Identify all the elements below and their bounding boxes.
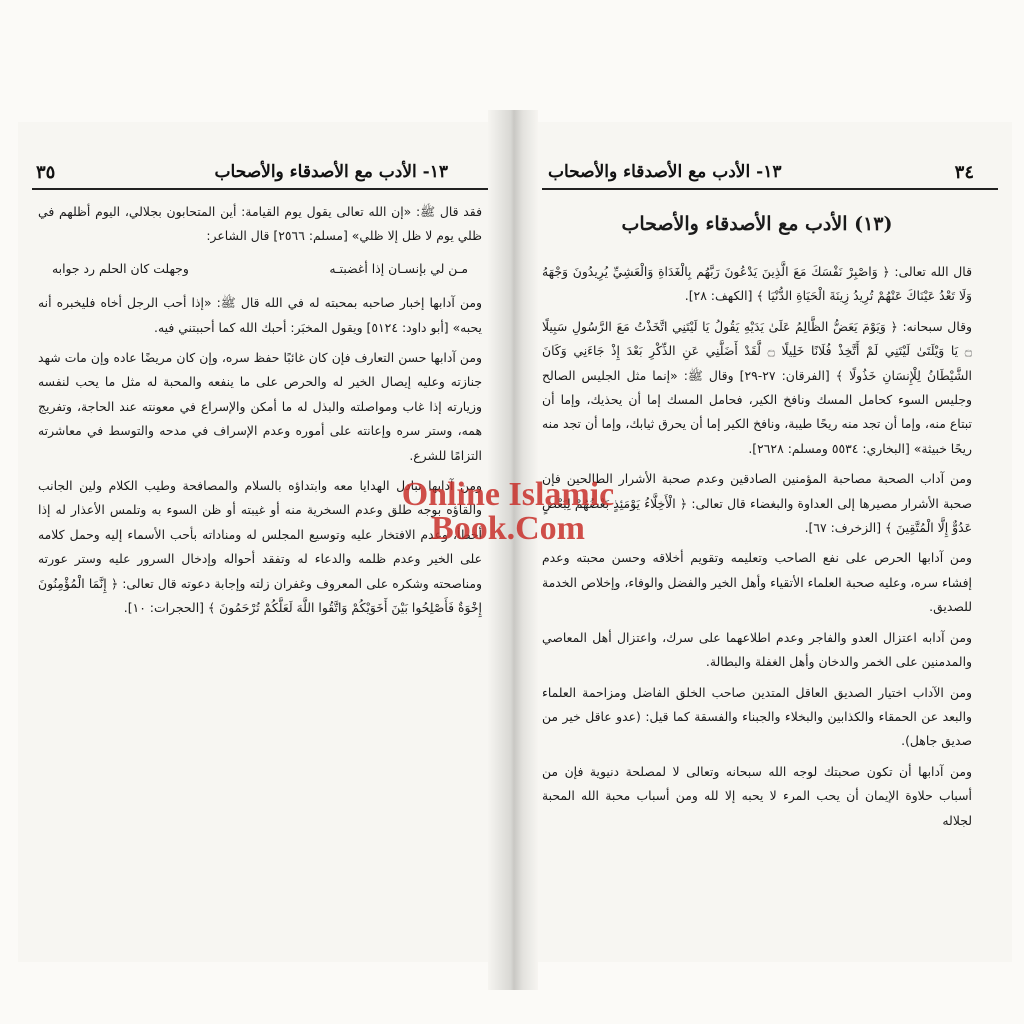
left-page-body xyxy=(38,200,482,627)
page-number: ٣٥ xyxy=(36,162,56,183)
header-rule xyxy=(32,188,494,190)
right-page-header xyxy=(528,162,1012,186)
running-title: ١٣- الأدب مع الأصدقاء والأصحاب xyxy=(548,162,782,182)
book-gutter xyxy=(488,110,538,990)
header-rule xyxy=(542,188,998,190)
paragraph: ومن الآداب اختيار الصديق العاقل المتدين صاحب الخلق الفاضل ومزاحمة العلماء والبعد عن الحمقاء والكذابين والبخلاء والجبناء والفسقة كما قيل: (عدو عاقل خير من صديق جاهل). xyxy=(542,684,972,749)
paragraph: فقد قال ﷺ: «إن الله تعالى يقول يوم القيامة: أين المتحابون بجلالي، اليوم أظلهم في ظلي يوم لا ظل إلا ظلي» [مسلم: ٢٥٦٦] قال الشاعر: xyxy=(38,204,482,244)
paragraph: ومن آداب الصحبة مصاحبة المؤمنين الصادقين وعدم صحبة الأشرار الطالحين فإن صحبة الأشرار مصيرها إلى العداوة والبغضاء قال تعالى: ﴿ الْأَخِلَّاءُ يَوْمَئِذٍ بَعْضُهُمْ لِبَعْضٍ عَدُوٌّ إِلَّا الْمُتَّقِينَ ﴾ [الزخرف: ٦٧]. xyxy=(542,471,972,536)
poem-second-hemistich: وجهلت كان الحلم رد جوابه xyxy=(52,260,189,276)
paragraph: ومن آدابها حسن التعارف فإن كان غائبًا حفظ سره، وإن كان مريضًا عاده وإن مات شهد جنازته وعليه إيصال الخير له والحرص على ما ينفعه والمحبة له مثل ما يحب لنفسه وزيارته إذا غاب ومواصلته والبذل له ما أمكن والإسراع في معونته عند الحاجة، وتفريج همه، وستر سره وإعانته على أموره وعدم الإسراف في مدحه والتوسط في معاشرته التزامًا للشرع. xyxy=(38,350,482,463)
paragraph: ومن آدابها إخبار صاحبه بمحبته له في الله قال ﷺ: «إذا أحب الرجل أخاه فليخبره أنه يحبه» [أبو داود: ٥١٢٤] ويقول المخبَر: أحبك الله كما أحببتني فيه. xyxy=(38,295,482,335)
paragraph: ومن آدابها الحرص على نفع الصاحب وتعليمه وتقويم أخلاقه وحسن محبته وعدم إفشاء سره، وعليه صحبة العلماء الأتقياء وأهل الخير والفضل والوفاء، وإخلاص الخدمة للصديق. xyxy=(542,550,972,615)
paragraph: ومن آدابه اعتزال العدو والفاجر وعدم اطلاعهما على سرك، واعتزال أهل المعاصي والمدمنين على الخمر والدخان وأهل الغفلة والبطالة. xyxy=(542,629,972,670)
watermark-line: Online Islamic xyxy=(401,476,615,513)
page-number: ٣٤ xyxy=(954,162,974,183)
watermark-line: Book.Com xyxy=(431,510,585,547)
paragraph: وقال سبحانه: ﴿ وَيَوْمَ يَعَضُّ الظَّالِمُ عَلَىٰ يَدَيْهِ يَقُولُ يَا لَيْتَنِي اتَّخَذْتُ مَعَ الرَّسُولِ سَبِيلًا ۝ يَا وَيْلَتَىٰ لَيْتَنِي لَمْ أَتَّخِذْ فُلَانًا خَلِيلًا ۝ لَّقَدْ أَضَلَّنِي عَنِ الذِّكْرِ بَعْدَ إِذْ جَاءَنِي وَكَانَ الشَّيْطَانُ لِلْإِنسَانِ خَذُولًا ﴾ [الفرقان: ٢٧-٢٩] وقال ﷺ: «إنما مثل الجليس الصالح وجليس السوء كحامل المسك ونافخ الكير، فحامل المسك إما أن يحذيك، وإما أن تبتاع منه، وإما أن تجد منه ريحًا طيبة، ونافخ الكير إما أن يحرق ثيابك، وإما أن تجد منه ريحًا خبيثة» [البخاري: ٥٥٣٤ ومسلم: ٢٦٢٨]. xyxy=(542,318,972,456)
chapter-title: (١٣) الأدب مع الأصدقاء والأصحاب xyxy=(621,213,893,235)
poem-verse xyxy=(38,257,482,281)
running-title: ١٣- الأدب مع الأصدقاء والأصحاب xyxy=(214,162,448,182)
left-page-header xyxy=(18,162,508,186)
paragraph: ومن آدابها أن تكون صحبتك لوجه الله سبحانه وتعالى لا لمصلحة دنيوية فإن من أسباب حلاوة الإيمان أن يحب المرء لا يحبه إلا لله ومن أسباب محبة الله المحبة لجلاله xyxy=(542,763,972,828)
paragraph: ومن آدابها تبادل الهدايا معه وابتداؤه بالسلام والمصافحة وطيب الكلام ولين الجانب والقاؤه بوجه طلق وعدم السخرية منه أو غيبته أو ظن السوء به وتلمس الأعذار له إذا أخطأ، وعدم الافتخار عليه وتوسيع المجلس له ومناداته بأحب الأسماء إليه وحمل كلامه على الخير وعدم ظلمه والدعاء له وتفقد أحواله وإدخال السرور عليه وستر عورته ومناصحته وشكره على المعروف وغفران زلته وإجابة دعوته قال تعالى: ﴿ إِنَّمَا الْمُؤْمِنُونَ إِخْوَةٌ فَأَصْلِحُوا بَيْنَ أَخَوَيْكُمْ وَاتَّقُوا اللَّهَ لَعَلَّكُمْ تُرْحَمُونَ ﴾ [الحجرات: ١٠]. xyxy=(38,478,482,616)
poem-first-hemistich: مـن لي بإنسـان إذا أغضبتـه xyxy=(329,260,468,276)
watermark xyxy=(378,478,638,546)
paragraph: قال الله تعالى: ﴿ وَاصْبِرْ نَفْسَكَ مَعَ الَّذِينَ يَدْعُونَ رَبَّهُم بِالْغَدَاةِ وَالْعَشِيِّ يُرِيدُونَ وَجْهَهُ وَلَا تَعْدُ عَيْنَاكَ عَنْهُمْ تُرِيدُ زِينَةَ الْحَيَاةِ الدُّنْيَا ﴾ [الكهف: ٢٨]. xyxy=(542,264,972,304)
